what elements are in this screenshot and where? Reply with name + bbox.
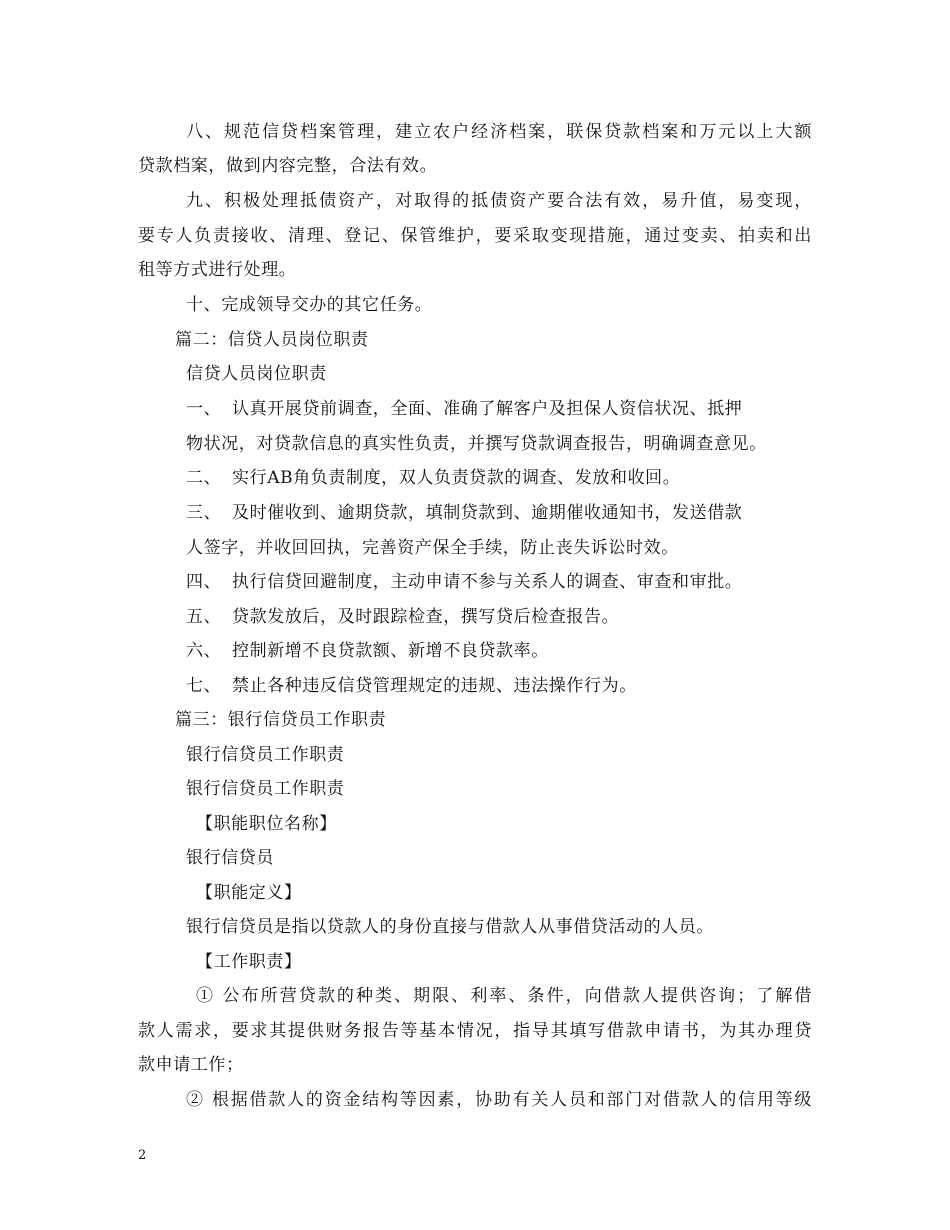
list-item-text: 实行AB角负责制度，双人负责贷款的调查、发放和收回。 bbox=[232, 468, 681, 488]
label-duties: 【工作职责】 bbox=[196, 952, 302, 972]
list-item bbox=[186, 502, 742, 524]
list-item bbox=[186, 467, 680, 489]
list-item bbox=[186, 675, 637, 697]
list-item-text: 认真开展贷前调查，全面、准确了解客户及担保人资信状况、抵押 bbox=[232, 399, 743, 419]
page-number: 2 bbox=[138, 1148, 147, 1163]
section-2-heading: 篇二：信贷人员岗位职责 bbox=[175, 330, 369, 350]
paragraph-8-line-2: 贷款档案，做到内容完整，合法有效。 bbox=[138, 156, 438, 176]
label-definition: 【职能定义】 bbox=[196, 883, 302, 903]
paragraph-10: 十、完成领导交办的其它任务。 bbox=[186, 295, 433, 315]
paragraph-9-line-1: 九、积极处理抵债资产，对取得的抵债资产要合法有效，易升值，易变现， bbox=[186, 191, 812, 211]
section-2-title: 信贷人员岗位职责 bbox=[186, 364, 327, 384]
duty-1-line-3: 款申请工作； bbox=[138, 1055, 244, 1075]
paragraph-9-line-2: 要专人负责接收、清理、登记、保管维护，要采取变现措施，通过变卖、拍卖和出 bbox=[138, 226, 812, 246]
list-item-continuation: 人签字，并收回回执，完善资产保全手续，防止丧失诉讼时效。 bbox=[186, 538, 679, 558]
list-item-number: 五、 bbox=[186, 607, 222, 627]
list-item-text: 执行信贷回避制度，主动申请不参与关系人的调查、审查和审批。 bbox=[232, 572, 743, 592]
list-item-text: 控制新增不良贷款额、新增不良贷款率。 bbox=[232, 641, 549, 661]
list-item-number: 二、 bbox=[186, 468, 222, 488]
position-name: 银行信贷员 bbox=[186, 848, 274, 868]
list-item-number: 四、 bbox=[186, 572, 222, 592]
definition-text: 银行信贷员是指以贷款人的身份直接与借款人从事借贷活动的人员。 bbox=[186, 917, 714, 937]
label-position-name: 【职能职位名称】 bbox=[196, 814, 337, 834]
list-item bbox=[186, 606, 619, 628]
paragraph-9-line-3: 租等方式进行处理。 bbox=[138, 260, 297, 280]
list-item-number: 七、 bbox=[186, 676, 222, 696]
list-item bbox=[186, 398, 742, 420]
paragraph-8-line-1: 八、规范信贷档案管理，建立农户经济档案，联保贷款档案和万元以上大额 bbox=[186, 122, 812, 142]
list-item-number: 三、 bbox=[186, 503, 222, 523]
section-3-subtitle: 银行信贷员工作职责 bbox=[186, 779, 345, 799]
list-item-text: 贷款发放后，及时跟踪检查，撰写贷后检查报告。 bbox=[232, 607, 620, 627]
duty-1-line-1: ① 公布所营贷款的种类、期限、利率、条件，向借款人提供咨询；了解借 bbox=[196, 986, 812, 1006]
list-item-text: 禁止各种违反信贷管理规定的违规、违法操作行为。 bbox=[232, 676, 637, 696]
list-item-continuation: 物状况，对贷款信息的真实性负责，并撰写贷款调查报告，明确调查意见。 bbox=[186, 434, 767, 454]
duty-2-line-1: ② 根据借款人的资金结构等因素，协助有关人员和部门对借款人的信用等级 bbox=[186, 1090, 812, 1110]
list-item bbox=[186, 571, 742, 593]
section-3-heading: 篇三：银行信贷员工作职责 bbox=[175, 710, 387, 730]
list-item bbox=[186, 640, 549, 662]
list-item-number: 一、 bbox=[186, 399, 222, 419]
list-item-text: 及时催收到、逾期贷款，填制贷款到、逾期催收通知书，发送借款 bbox=[232, 503, 743, 523]
list-item-number: 六、 bbox=[186, 641, 222, 661]
duty-1-line-2: 款人需求，要求其提供财务报告等基本情况，指导其填写借款申请书，为其办理贷 bbox=[138, 1021, 812, 1041]
section-3-title: 银行信贷员工作职责 bbox=[186, 745, 345, 765]
